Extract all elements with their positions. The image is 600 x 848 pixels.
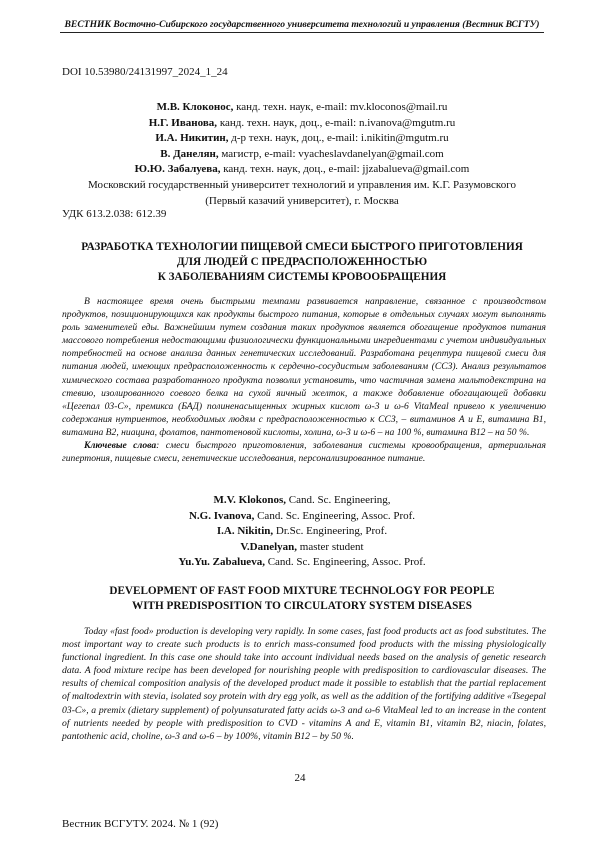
- author-details: Dr.Sc. Engineering, Prof.: [273, 525, 388, 538]
- author-en: [62, 493, 542, 509]
- author-name: В. Данелян,: [160, 147, 219, 160]
- author-name: N.G. Ivanova,: [188, 509, 255, 522]
- author-ru: [62, 147, 542, 163]
- author-name: И.А. Никитин,: [155, 132, 229, 145]
- journal-footer: Вестник ВСГУТУ. 2024. № 1 (92): [62, 818, 219, 830]
- author-ru: [62, 131, 542, 147]
- keywords-ru-label: Ключевые слова: [84, 440, 157, 452]
- abstract-ru-text: В настоящее время очень быстрыми темпами развивается направление, связанное с производством продуктов, позиционирующихся как продукты быстрого питания, которые в отдельных случаях могут выполнять роль заменителей еды. Важнейшим путем создания таких продуктов является обогащение продуктов питания массового потребления недостающими физиологически функциональными ингредиентами с учетом индивидуальных потребностей на основе анализа данных генетических исследований. Разработана рецептура пищевой смеси для питания людей, имеющих предрасположенность к сердечно-сосудистым заболеваниям (ССЗ). Анализ результатов химического состава разработанного продукта позволил установить, что частичная замена мальтодекстрина на стевию, изолированного соевого белка на сухой яичный желток, а также добавление обогащающей добавки «Цегепал 03-С», премикса (БАД) полиненасыщенных жирных кислот ω-3 и ω-6 VitaMeal привело к увеличению содержания нутриентов, необходимых людям с предрасположенностью к ССЗ, – витаминов А и Е, витамина В1, витамина В2, ниацина, фолатов, пантотеновой кислоты, холина, ω-3 и ω-6 – на 100 %, витамина В12 – на 50 %.: [62, 296, 546, 438]
- abstract-en: [62, 625, 546, 743]
- author-details: канд. техн. наук, доц., e-mail: n.ivanova@mgutm.ru: [217, 116, 456, 129]
- author-name: M.V. Klokonos,: [213, 494, 287, 506]
- title-ru-line: К ЗАБОЛЕВАНИЯМ СИСТЕМЫ КРОВООБРАЩЕНИЯ: [157, 271, 447, 283]
- authors-en-block: [62, 493, 542, 571]
- udk-code: УДК 613.2.038: 612.39: [62, 208, 167, 220]
- abstract-en-text: Today «fast food» production is developing very rapidly. In some cases, fast food products act as food substitutes. The most important way to create such products is to enrich mass-consumed food products with the missing physiologically functional ingredient. In this case one should take into account individual needs based on the analysis of genetic research data. A food mixture recipe has been developed for nourishing people with predisposition to cardiovascular diseases. The results of chemical composition analysis of the developed product made it possible to establish that the partial replacement of maltodextrin with stevia, isolated soy protein with dry egg yolk, as well as the addition of the fortifying additive «Tsegepal 03-C», a premix (dietary supplement) of polyunsaturated fatty acids ω-3 and ω-6 VitaMeal led to an increase in the content of nutrients needed by people with predisposition to CVD - vitamins A and E, vitamin B1, vitamin B2, niacin, folates, pantothenic acid, choline, ω-3 and ω-6 – by 100%, vitamin B12 – by 50 %.: [62, 626, 546, 742]
- journal-running-header: ВЕСТНИК Восточно-Сибирского государственного университета технологий и управления (Вестник ВСГТУ): [60, 19, 544, 33]
- keywords-ru: [62, 439, 546, 465]
- keywords-ru-text: : смеси быстрого приготовления, заболевания системы кровообращения, артериальная гипертония, пищевые смеси, генетические исследования, персонализированное питание.: [62, 440, 546, 465]
- title-en: [62, 584, 542, 614]
- author-details: Cand. Sc. Engineering, Assoc. Prof.: [264, 556, 426, 569]
- author-details: Cand. Sc. Engineering, Assoc. Prof.: [254, 509, 416, 522]
- author-name: V.Danelyan,: [240, 540, 298, 553]
- author-details: Cand. Sc. Engineering,: [286, 494, 391, 506]
- affiliation-line: (Первый казачий университет), г. Москва: [205, 194, 399, 207]
- affiliation-line: Московский государственный университет технологий и управления им. К.Г. Разумовского: [88, 178, 516, 191]
- author-name: Ю.Ю. Забалуева,: [134, 163, 221, 176]
- author-name: М.В. Клоконос,: [156, 101, 234, 113]
- title-ru-line: ДЛЯ ЛЮДЕЙ С ПРЕДРАСПОЛОЖЕННОСТЬЮ: [176, 256, 428, 268]
- author-name: I.A. Nikitin,: [216, 525, 274, 538]
- abstract-ru: [62, 295, 546, 465]
- author-name: Н.Г. Иванова,: [148, 116, 218, 129]
- authors-ru-block: [62, 100, 542, 209]
- author-en: [62, 524, 542, 540]
- author-details: канд. техн. наук, e-mail: mv.kloconos@mail.ru: [233, 101, 448, 113]
- author-en: [62, 509, 542, 525]
- author-en: [62, 555, 542, 571]
- author-ru: [62, 100, 542, 116]
- author-details: магистр, e-mail: vyacheslavdanelyan@gmail.com: [218, 147, 444, 160]
- page-number: 24: [294, 772, 306, 784]
- author-details: канд. техн. наук, доц., e-mail: jjzabalueva@gmail.com: [220, 163, 470, 176]
- author-name: Yu.Yu. Zabalueva,: [178, 556, 265, 569]
- title-ru: [62, 240, 542, 285]
- author-ru: [62, 116, 542, 132]
- title-en-line: WITH PREDISPOSITION TO CIRCULATORY SYSTEM DISEASES: [132, 600, 472, 612]
- author-ru: [62, 162, 542, 178]
- title-en-line: DEVELOPMENT OF FAST FOOD MIXTURE TECHNOLOGY FOR PEOPLE: [109, 585, 495, 597]
- title-ru-line: РАЗРАБОТКА ТЕХНОЛОГИИ ПИЩЕВОЙ СМЕСИ БЫСТРОГО ПРИГОТОВЛЕНИЯ: [81, 241, 523, 253]
- doi[interactable]: DOI 10.53980/24131997_2024_1_24: [62, 66, 228, 78]
- author-details: master student: [297, 540, 364, 553]
- author-details: д-р техн. наук, доц., e-mail: i.nikitin@mgutm.ru: [228, 132, 449, 145]
- author-en: [62, 540, 542, 556]
